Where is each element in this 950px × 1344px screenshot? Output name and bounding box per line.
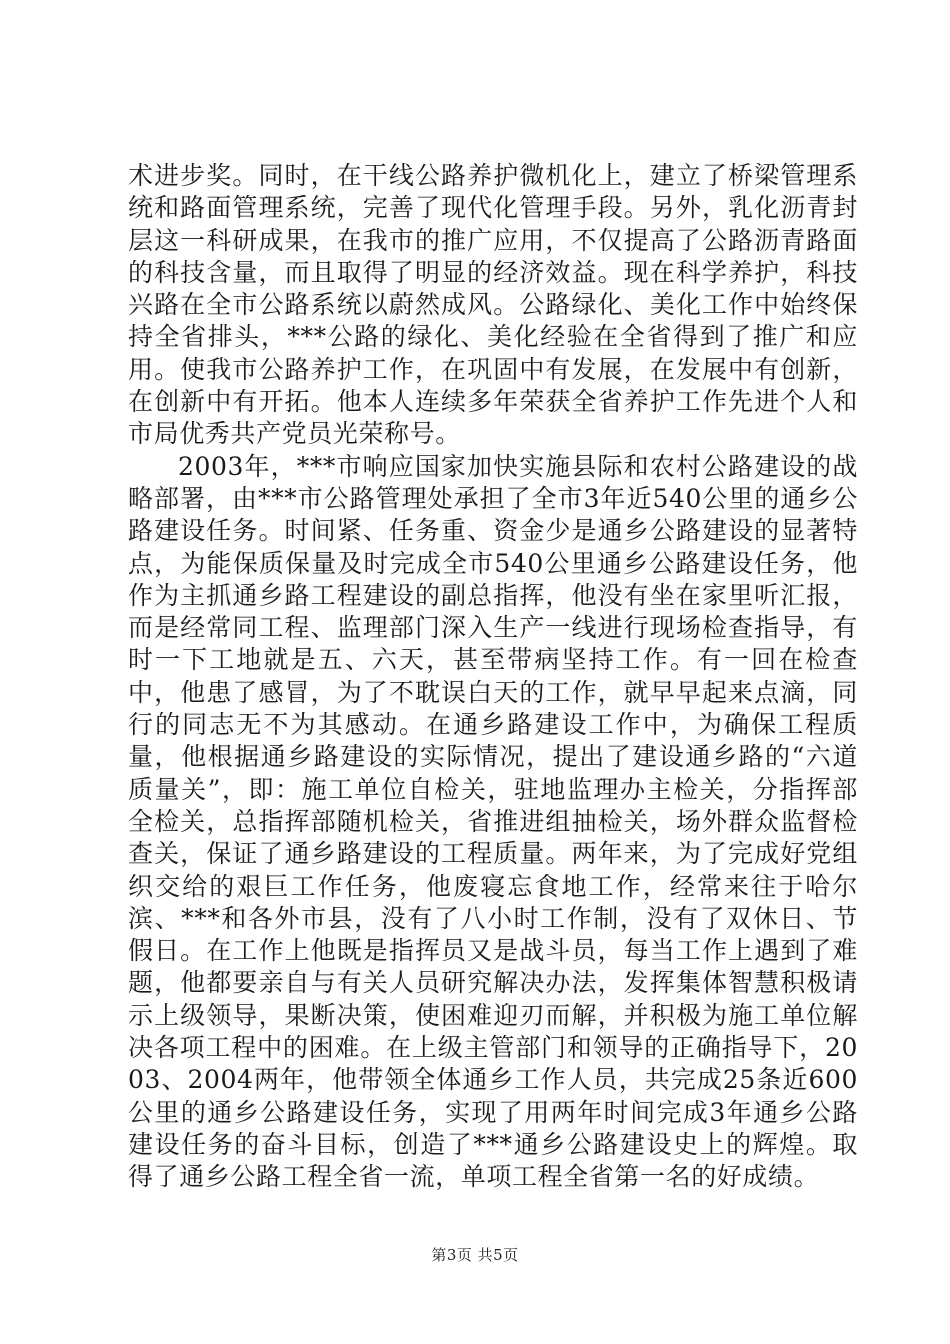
document-body bbox=[128, 160, 858, 1194]
page-number-footer: 第3页 共5页 bbox=[431, 1246, 519, 1264]
paragraph-2003-project: 2003年，***市响应国家加快实施县际和农村公路建设的战略部署，由***市公路管理处承担了全市3年近540公里的通乡公路建设任务。时间紧、任务重、资金少是通乡公路建设的显著特点，为能保质保量及时完成全市540公里通乡公路建设任务，他作为主抓通乡路工程建设的副总指挥，他没有坐在家里听汇报，而是经常同工程、监理部门深入生产一线进行现场检查指导，有时一下工地就是五、六天，甚至带病坚持工作。有一回在检查中，他患了感冒，为了不耽误白天的工作，就早早起来点滴，同行的同志无不为其感动。在通乡路建设工作中，为确保工程质量，他根据通乡路建设的实际情况，提出了建设通乡路的“六道质量关”，即：施工单位自检关，驻地监理办主检关，分指挥部全检关，总指挥部随机检关，省推进组抽检关，场外群众监督检查关，保证了通乡路建设的工程质量。两年来，为了完成好党组织交给的艰巨工作任务，他废寝忘食地工作，经常来往于哈尔滨、***和各外市县，没有了八小时工作制，没有了双休日、节假日。在工作上他既是指挥员又是战斗员，每当工作上遇到了难题，他都要亲自与有关人员研究解决办法，发挥集体智慧积极请示上级领导，果断决策，使困难迎刃而解，并积极为施工单位解决各项工程中的困难。在上级主管部门和领导的正确指导下，2003、2004两年，他带领全体通乡工作人员，共完成25条近600公里的通乡公路建设任务，实现了用两年时间完成3年通乡公路建设任务的奋斗目标，创造了***通乡公路建设史上的辉煌。取得了通乡公路工程全省一流，单项工程全省第一名的好成绩。 bbox=[128, 451, 858, 1192]
paragraph-continued: 术进步奖。同时，在干线公路养护微机化上，建立了桥梁管理系统和路面管理系统，完善了现代化管理手段。另外，乳化沥青封层这一科研成果，在我市的推广应用，不仅提高了公路沥青路面的科技含量，而且取得了明显的经济效益。现在科学养护，科技兴路在全市公路系统以蔚然成风。公路绿化、美化工作中始终保持全省排头，***公路的绿化、美化经验在全省得到了推广和应用。使我市公路养护工作，在巩固中有发展，在发展中有创新，在创新中有开拓。他本人连续多年荣获全省养护工作先进个人和市局优秀共产党员光荣称号。 bbox=[128, 161, 858, 449]
